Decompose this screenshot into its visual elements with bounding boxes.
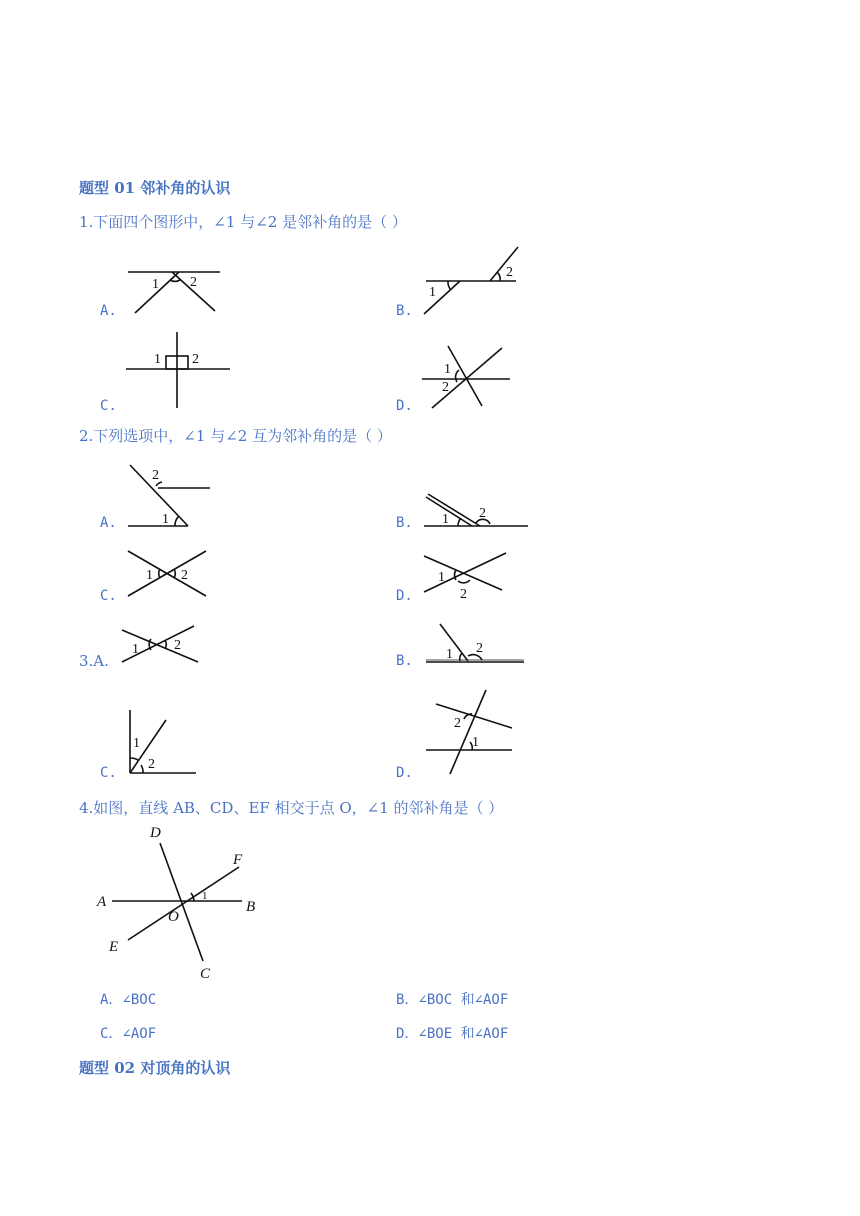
label-e: E <box>109 939 119 955</box>
angle-label: 2 <box>148 757 155 772</box>
label-o: O <box>168 909 179 925</box>
q4-option-a[interactable]: A．∠BOC <box>100 992 157 1008</box>
q2-figure-a <box>122 460 222 532</box>
angle-label: 2 <box>152 468 159 483</box>
q4-figure <box>92 822 272 984</box>
q4-option-b[interactable]: B．∠BOC 和∠AOF <box>396 992 509 1008</box>
angle-label: 1 <box>132 642 139 657</box>
angle-label: 1 <box>152 277 159 292</box>
label-c: C <box>200 966 211 982</box>
angle-label: 1 <box>154 352 161 367</box>
q1-figure-b <box>420 244 530 319</box>
q2-figure-c <box>124 548 214 600</box>
label-f: F <box>233 852 243 868</box>
q1-figure-a <box>120 262 230 322</box>
angle-label: 2 <box>174 638 181 653</box>
angle-label: 2 <box>442 380 449 395</box>
q1-stem: 1.下面四个图形中，∠1 与∠2 是邻补角的是（ ） <box>79 213 407 231</box>
angle-label: 2 <box>454 716 461 731</box>
label-b: B <box>246 899 256 915</box>
angle-label: 1 <box>162 512 169 527</box>
q3-figure-c <box>124 708 200 778</box>
q3-number-option-a-label[interactable]: 3.A. <box>79 652 109 670</box>
angle-label: 2 <box>479 506 486 521</box>
q2-stem: 2.下列选项中，∠1 与∠2 互为邻补角的是（ ） <box>79 427 392 445</box>
q1-option-a-label[interactable]: A. <box>100 303 117 319</box>
angle-label: 1 <box>472 735 479 750</box>
angle-label: 1 <box>429 285 436 300</box>
q2-figure-d <box>420 550 512 602</box>
angle-label: 2 <box>460 587 467 602</box>
q3-figure-b <box>424 620 528 666</box>
angle-label: 1 <box>446 647 453 662</box>
q2-figure-b <box>420 490 532 530</box>
angle-label: 2 <box>192 352 199 367</box>
section-title-2: 题型 02 对顶角的认识 <box>79 1059 231 1077</box>
q1-option-b-label[interactable]: B. <box>396 303 413 319</box>
q2-option-c-label[interactable]: C. <box>100 588 117 604</box>
q1-option-c-label[interactable]: C. <box>100 398 117 414</box>
angle-label: 2 <box>476 641 483 656</box>
q3-option-c-label[interactable]: C. <box>100 765 117 781</box>
q4-option-c[interactable]: C．∠AOF <box>100 1026 157 1042</box>
q1-option-d-label[interactable]: D. <box>396 398 413 414</box>
label-d: D <box>150 825 161 841</box>
angle-label: 2 <box>181 568 188 583</box>
q3-option-d-label[interactable]: D. <box>396 765 413 781</box>
angle-label: 1 <box>444 362 451 377</box>
q3-figure-a <box>118 622 202 666</box>
angle-label: 1 <box>133 736 140 751</box>
q3-figure-d <box>422 688 518 778</box>
angle-label: 2 <box>506 265 513 280</box>
q2-option-a-label[interactable]: A. <box>100 515 117 531</box>
label-a: A <box>97 894 107 910</box>
q2-option-d-label[interactable]: D. <box>396 588 413 604</box>
q4-option-d[interactable]: D．∠BOE 和∠AOF <box>396 1026 509 1042</box>
q4-stem: 4.如图，直线 AB、CD、EF 相交于点 O，∠1 的邻补角是（ ） <box>79 799 504 817</box>
angle-label: 1 <box>442 512 449 527</box>
angle-label: 1 <box>146 568 153 583</box>
angle-label: 2 <box>190 275 197 290</box>
q1-figure-c <box>120 330 235 410</box>
angle-label: 1 <box>202 890 208 902</box>
q1-figure-d <box>418 342 518 412</box>
q2-option-b-label[interactable]: B. <box>396 515 413 531</box>
angle-label: 1 <box>438 570 445 585</box>
section-title-1: 题型 01 邻补角的认识 <box>79 179 231 197</box>
q3-option-b-label[interactable]: B. <box>396 653 413 669</box>
